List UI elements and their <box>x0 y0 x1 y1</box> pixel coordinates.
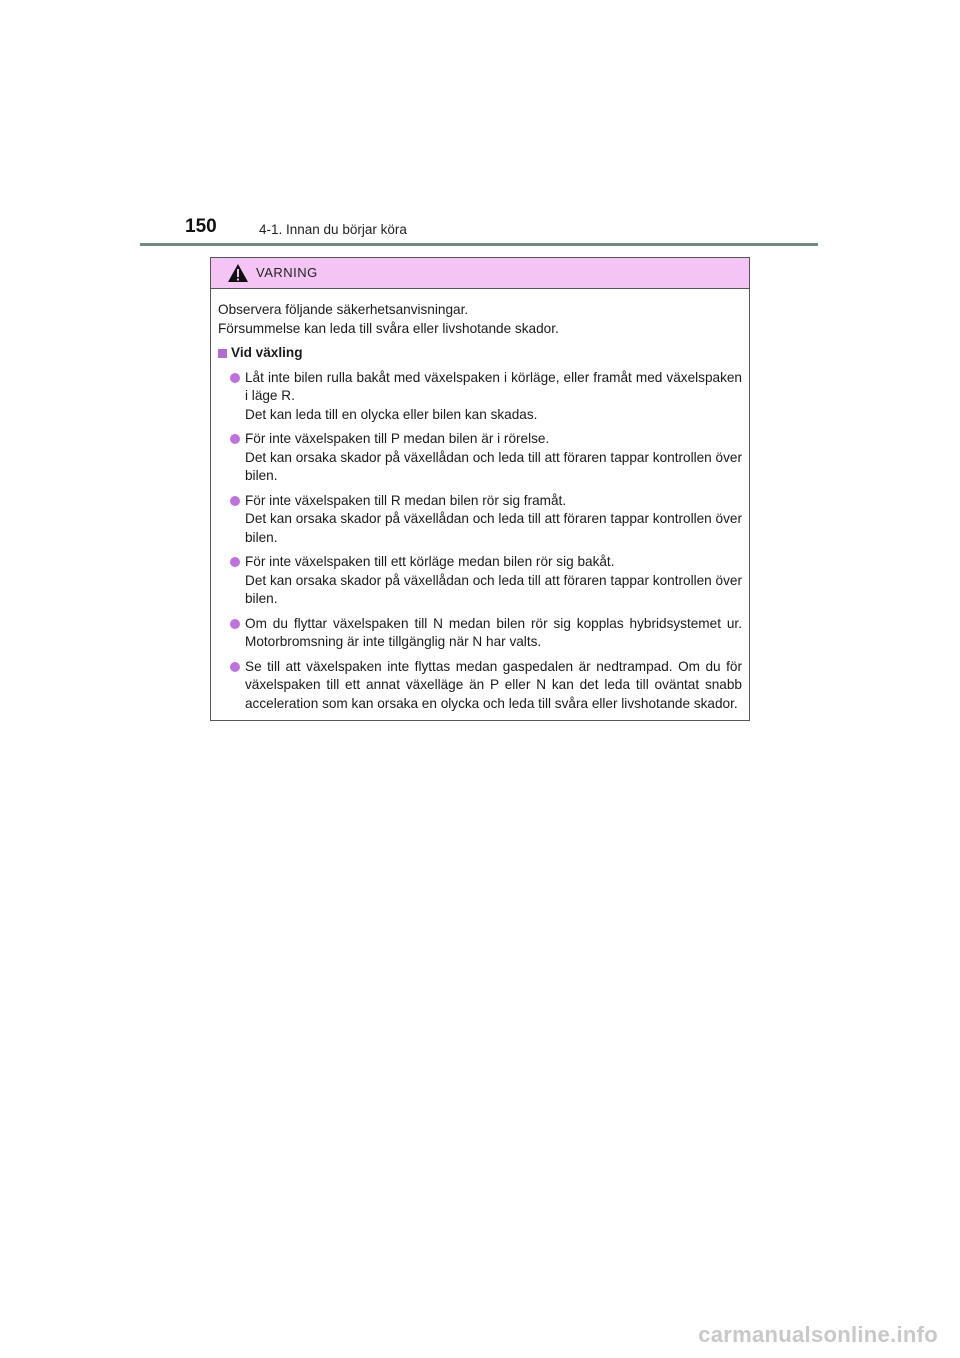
list-item-text <box>245 492 742 548</box>
list-item-line: Om du flyttar växelspaken till N medan bilen rör sig kopplas hybridsystemet ur. Motorbromsning är inte tillgänglig när N har valts. <box>245 615 742 649</box>
list-item <box>218 430 742 486</box>
list-item-line: För inte växelspaken till P medan bilen är i rörelse. <box>245 431 550 446</box>
list-item-text <box>245 369 742 425</box>
list-item-line: Det kan orsaka skador på växellådan och leda till att föraren tappar kontrollen över bilen. <box>245 449 742 483</box>
list-item-line: Det kan orsaka skador på växellådan och leda till att föraren tappar kontrollen över bilen. <box>245 511 742 545</box>
warning-body <box>211 289 749 713</box>
list-item-text <box>245 553 742 609</box>
warning-intro <box>218 301 742 338</box>
list-item-line: Låt inte bilen rulla bakåt med växelspaken i körläge, eller framåt med växelspaken i läge R. <box>245 369 742 403</box>
section-title: 4-1. Innan du börjar köra <box>259 222 407 237</box>
list-item <box>218 658 742 714</box>
list-item-line: För inte växelspaken till R medan bilen rör sig framåt. <box>245 492 567 508</box>
list-item-text <box>245 615 742 652</box>
bullet-dot-icon <box>230 662 240 672</box>
bullet-dot-icon <box>230 496 240 506</box>
warning-header <box>211 258 749 289</box>
watermark-link[interactable]: carmanualsonline.info <box>698 1322 938 1347</box>
intro-line: Försummelse kan leda till svåra eller livshotande skador. <box>218 320 559 336</box>
list-item <box>218 615 742 652</box>
warning-triangle-icon <box>227 263 249 283</box>
bullet-dot-icon <box>230 373 240 383</box>
subheading-text: Vid växling <box>231 345 303 360</box>
list-item-line: Det kan leda till en olycka eller bilen kan skadas. <box>245 406 538 422</box>
bullet-dot-icon <box>230 619 240 629</box>
page-number: 150 <box>185 216 217 237</box>
header-rule <box>140 243 818 246</box>
list-item <box>218 492 742 548</box>
warning-box <box>210 257 750 721</box>
list-item <box>218 369 742 425</box>
square-bullet-icon <box>218 349 227 358</box>
intro-line: Observera följande säkerhetsanvisningar. <box>218 302 469 317</box>
warning-subheading <box>218 344 742 363</box>
bullet-dot-icon <box>230 434 240 444</box>
list-item-text <box>245 430 742 486</box>
warning-label: VARNING <box>256 265 318 280</box>
bullet-dot-icon <box>230 557 240 567</box>
list-item-line: Se till att växelspaken inte flyttas medan gaspedalen är nedtrampad. Om du för växelspaken till ett annat växelläge än P eller N kan det leda till oväntat snabb acceleration som kan orsaka en olycka och leda till svåra eller livshotande skador. <box>245 658 742 711</box>
list-item-text <box>245 658 742 714</box>
list-item-line: Det kan orsaka skador på växellådan och leda till att föraren tappar kontrollen över bilen. <box>245 572 742 606</box>
list-item <box>218 553 742 609</box>
list-item-line: För inte växelspaken till ett körläge medan bilen rör sig bakåt. <box>245 554 615 569</box>
